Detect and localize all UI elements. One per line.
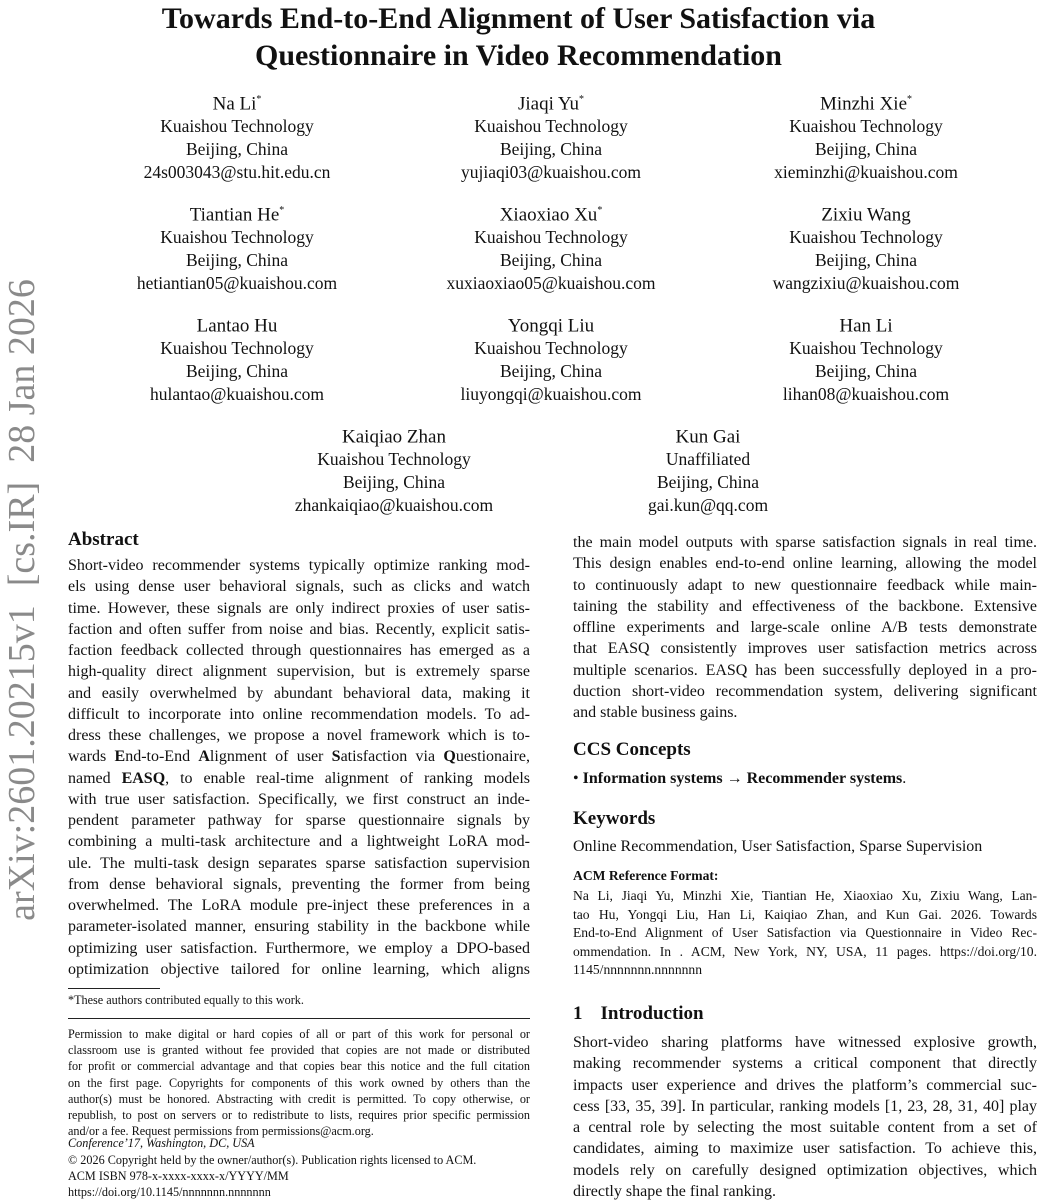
abstract-text-right bbox=[573, 532, 1037, 723]
author-affiliation: Kuaishou Technology bbox=[474, 227, 628, 248]
text-line: tao Hu, Yongqi Liu, Han Li, Kaiqiao Zhan, and Kun Gai. 2026. Towards bbox=[573, 906, 1037, 922]
author-name-text: Minzhi Xie bbox=[819, 93, 908, 115]
text-line: els using dense user behavioral signals, such as clicks and watch bbox=[68, 578, 530, 596]
text-line: and stable business gains. bbox=[573, 704, 738, 721]
text-line bbox=[68, 746, 530, 767]
author-name bbox=[716, 199, 1016, 226]
author-name-text: Xiaoxiao Xu bbox=[499, 204, 598, 226]
text-line: that EASQ consistently improves user satisfaction metrics across bbox=[573, 640, 1037, 658]
text-line: models rely on carefully designed optimization objectives, which bbox=[573, 1161, 1037, 1179]
author-name bbox=[87, 199, 387, 226]
author-affiliation: Kuaishou Technology bbox=[317, 449, 471, 470]
author-location: Beijing, China bbox=[342, 472, 446, 493]
author-block bbox=[87, 88, 387, 184]
text-line: candidates, aiming to maximize user satisfaction. To achieve this, bbox=[573, 1140, 1037, 1158]
text-line: 1145/nnnnnnn.nnnnnnn bbox=[573, 962, 703, 978]
author-name-text: Zixiu Wang bbox=[821, 204, 911, 226]
author-name-text: Tiantian He bbox=[189, 204, 280, 226]
paper-title bbox=[0, 0, 1037, 74]
text-line: offline experiments and large-scale online A/B tests demonstrate bbox=[573, 619, 1037, 636]
bold-text: Recommender systems bbox=[746, 770, 903, 787]
text-line: Online Recommendation, User Satisfaction, Sparse Supervision bbox=[573, 838, 983, 855]
author-location: Beijing, China bbox=[499, 361, 603, 382]
author-affiliation: Kuaishou Technology bbox=[474, 116, 628, 137]
text-line: combining a multi-task architecture and a lightweight LoRA mod- bbox=[68, 833, 530, 851]
permission-rule bbox=[68, 1018, 530, 1019]
bold-text: Information systems bbox=[582, 770, 723, 787]
text-line: and easily overwhelmed by abundant behavioral data, making it bbox=[68, 684, 530, 702]
text-line: a central role by selecting the most suitable content from a set of bbox=[573, 1119, 1037, 1136]
author-block bbox=[401, 310, 701, 406]
title-line: Towards End-to-End Alignment of User Satisfaction via bbox=[161, 2, 876, 35]
text-segment: → bbox=[722, 770, 747, 787]
author-block bbox=[716, 199, 1016, 295]
author-email[interactable]: hetiantian05@kuaishou.com bbox=[136, 273, 338, 294]
footnote-rule bbox=[68, 988, 160, 989]
text-line: faction feedback collected through questionnaires has emerged as a bbox=[68, 642, 530, 659]
text-segment: atisfaction via bbox=[340, 748, 444, 766]
bold-text: A bbox=[198, 748, 210, 766]
author-location: Beijing, China bbox=[814, 139, 918, 160]
author-email[interactable]: wangzixiu@kuaishou.com bbox=[772, 273, 960, 294]
equal-contribution-mark: * bbox=[256, 94, 262, 105]
text-line: ule. The multi-task design separates sparse satisfaction supervision bbox=[68, 854, 530, 872]
author-name-text: Lantao Hu bbox=[196, 315, 278, 337]
text-segment: , to enable real-time alignment of ranking models bbox=[165, 769, 530, 787]
author-name bbox=[87, 310, 387, 337]
text-line: ommendation. In . ACM, New York, NY, USA, 11 pages. https://doi.org/10. bbox=[573, 943, 1037, 959]
author-location: Beijing, China bbox=[499, 250, 603, 271]
bold-text: S bbox=[331, 748, 341, 766]
section-title: Introduction bbox=[600, 1003, 704, 1024]
author-name bbox=[401, 88, 701, 115]
abstract-heading: Abstract bbox=[68, 529, 139, 550]
author-email[interactable]: liuyongqi@kuaishou.com bbox=[460, 384, 642, 405]
author-name-text: Han Li bbox=[839, 315, 893, 337]
text-line: classroom use is granted without fee provided that copies are not made or distributed bbox=[68, 1043, 530, 1058]
section-number: 1 bbox=[573, 1003, 583, 1024]
author-name-text: Yongqi Liu bbox=[507, 315, 595, 337]
text-line: difficult to incorporate into online recommendation models. To ad- bbox=[68, 705, 530, 723]
copyright: © 2026 Copyright held by the owner/author(s). Publication rights licensed to ACM. bbox=[68, 1153, 477, 1167]
author-name-text: Kun Gai bbox=[675, 426, 741, 448]
keywords-heading: Keywords bbox=[573, 808, 656, 829]
author-name bbox=[558, 421, 858, 448]
author-affiliation: Kuaishou Technology bbox=[474, 338, 628, 359]
ccs-heading: CCS Concepts bbox=[573, 739, 691, 760]
isbn: ACM ISBN 978-x-xxxx-xxxx-x/YYYY/MM bbox=[68, 1169, 289, 1183]
text-line: parameter-isolated manner, ensuring stability in the backbone while bbox=[68, 918, 530, 936]
author-name bbox=[401, 199, 701, 226]
arxiv-identifier: arXiv:2601.20215v1 [cs.IR] 28 Jan 2026 bbox=[1, 279, 43, 921]
text-line: and/or a fee. Request permissions from permissions@acm.org. bbox=[68, 1124, 374, 1139]
equal-contribution-mark: * bbox=[579, 94, 585, 105]
author-affiliation: Kuaishou Technology bbox=[160, 116, 314, 137]
text-line: making recommender systems a critical component that directly bbox=[573, 1055, 1037, 1073]
author-affiliation: Kuaishou Technology bbox=[789, 227, 943, 248]
conference: Conference’17, Washington, DC, USA bbox=[68, 1136, 255, 1150]
author-block bbox=[401, 199, 701, 295]
text-segment: uestionaire, bbox=[455, 748, 531, 766]
bold-text: E bbox=[114, 748, 126, 766]
text-line: the main model outputs with sparse satisfaction signals in real time. bbox=[573, 534, 1037, 551]
author-block bbox=[716, 88, 1016, 184]
text-line: from dense behavioral signals, preventing the former from being bbox=[68, 875, 530, 893]
author-location: Beijing, China bbox=[185, 139, 289, 160]
text-segment: . bbox=[902, 770, 907, 787]
bold-text: Q bbox=[443, 748, 456, 766]
text-line: on the first page. Copyrights for components of this work owned by others than the bbox=[68, 1075, 530, 1090]
author-location: Beijing, China bbox=[185, 250, 289, 271]
text-line: taining the stability and effectiveness of the backbone. Extensive bbox=[573, 597, 1037, 615]
author-email[interactable]: zhankaiqiao@kuaishou.com bbox=[294, 495, 494, 516]
author-name-text: Na Li bbox=[212, 93, 257, 115]
text-line: Permission to make digital or hard copies of all or part of this work for personal or bbox=[68, 1027, 530, 1041]
author-email[interactable]: xieminzhi@kuaishou.com bbox=[774, 162, 958, 183]
author-affiliation: Kuaishou Technology bbox=[160, 338, 314, 359]
text-segment: wards bbox=[68, 748, 115, 766]
author-email[interactable]: gai.kun@qq.com bbox=[647, 495, 769, 516]
text-line: duction short-video recommendation system, delivering significant bbox=[573, 682, 1037, 700]
author-email[interactable]: lihan08@kuaishou.com bbox=[782, 384, 950, 405]
author-name bbox=[87, 88, 387, 115]
author-name bbox=[716, 88, 1016, 115]
text-line: multiple scenarios. EASQ has been successfully deployed in a pro- bbox=[573, 661, 1037, 679]
text-line: dress these challenges, we propose a novel framework which is to- bbox=[68, 727, 530, 744]
author-name-text: Kaiqiao Zhan bbox=[342, 426, 446, 448]
equal-contribution-mark: * bbox=[907, 94, 913, 105]
author-block bbox=[716, 310, 1016, 406]
author-location: Beijing, China bbox=[656, 472, 760, 493]
intro-heading bbox=[573, 1003, 704, 1025]
equal-contribution-mark: * bbox=[597, 205, 603, 216]
author-name bbox=[716, 310, 1016, 337]
text-line: faction and often suffer from noise and bias. Recently, explicit satis- bbox=[68, 620, 530, 638]
keywords-text bbox=[573, 836, 1037, 857]
author-block bbox=[87, 199, 387, 295]
author-email[interactable]: xuxiaoxiao05@kuaishou.com bbox=[446, 273, 656, 294]
author-affiliation: Unaffiliated bbox=[665, 449, 751, 470]
text-line: This design enables end-to-end online learning, allowing the model bbox=[573, 555, 1037, 573]
title-line: Questionnaire in Video Recommendation bbox=[255, 39, 782, 72]
author-name-text: Jiaqi Yu bbox=[517, 93, 580, 115]
author-block bbox=[244, 421, 544, 517]
author-affiliation: Kuaishou Technology bbox=[160, 227, 314, 248]
author-name bbox=[401, 310, 701, 337]
author-location: Beijing, China bbox=[185, 361, 289, 382]
author-name bbox=[244, 421, 544, 448]
text-line: republish, to post on servers or to redistribute to lists, requires prior specific permission bbox=[68, 1107, 530, 1122]
text-line: Short-video sharing platforms have witnessed explosive growth, bbox=[573, 1034, 1037, 1051]
text-line bbox=[68, 768, 530, 789]
text-segment: • bbox=[573, 770, 583, 787]
acm-ref-heading: ACM Reference Format: bbox=[573, 868, 719, 883]
text-line: End-to-End Alignment of User Satisfaction via Questionnaire in Video Rec- bbox=[573, 925, 1037, 941]
permission-notice bbox=[68, 1026, 530, 1139]
author-email[interactable]: hulantao@kuaishou.com bbox=[149, 384, 325, 405]
author-block bbox=[87, 310, 387, 406]
text-line: high-quality direct alignment supervision, but is extremely sparse bbox=[68, 663, 530, 681]
ccs-concepts bbox=[573, 768, 1037, 789]
text-line: Na Li, Jiaqi Yu, Minzhi Xie, Tiantian He, Xiaoxiao Xu, Zixiu Wang, Lan- bbox=[573, 888, 1037, 903]
text-line: time. However, these signals are only indirect proxies of user satis- bbox=[68, 599, 530, 617]
author-email[interactable]: yujiaqi03@kuaishou.com bbox=[461, 162, 641, 183]
author-location: Beijing, China bbox=[814, 361, 918, 382]
text-segment: named bbox=[68, 769, 122, 787]
text-line: optimizing user satisfaction. Furthermore, we employ a DPO-based bbox=[68, 939, 530, 957]
text-line: with true user satisfaction. Specifically, we first construct an inde- bbox=[68, 790, 530, 808]
equal-contribution-mark: * bbox=[279, 205, 285, 216]
text-line bbox=[573, 768, 1037, 789]
text-segment: lignment of user bbox=[209, 748, 332, 766]
bold-text: EASQ bbox=[121, 769, 166, 787]
doi-link[interactable]: https://doi.org/10.1145/nnnnnnn.nnnnnnn bbox=[68, 1185, 271, 1199]
text-line: directly shape the final ranking. bbox=[573, 1182, 777, 1200]
text-segment: nd-to-End bbox=[125, 748, 199, 766]
abstract-text-left bbox=[68, 555, 530, 980]
author-affiliation: Kuaishou Technology bbox=[789, 116, 943, 137]
text-line: impacts user experience and drives the platform’s commercial suc- bbox=[573, 1076, 1037, 1094]
author-block bbox=[558, 421, 858, 517]
text-line: for profit or commercial advantage and that copies bear this notice and the full citation bbox=[68, 1059, 530, 1074]
footnote: *These authors contributed equally to this work. bbox=[68, 993, 304, 1007]
intro-text bbox=[573, 1032, 1037, 1202]
text-line: to continuously adapt to new questionnaire feedback while main- bbox=[573, 576, 1037, 594]
author-block bbox=[401, 88, 701, 184]
author-location: Beijing, China bbox=[814, 250, 918, 271]
text-line: Short-video recommender systems typically optimize ranking mod- bbox=[68, 557, 530, 574]
author-location: Beijing, China bbox=[499, 139, 603, 160]
text-line: pendent parameter pathway for sparse questionnaire signals by bbox=[68, 812, 530, 829]
text-line: author(s) must be honored. Abstracting with credit is permitted. To copy otherwise, or bbox=[68, 1091, 530, 1106]
text-line: cess [33, 35, 39]. In particular, ranking models [1, 23, 28, 31, 40] play bbox=[573, 1097, 1037, 1115]
text-line: overwhelmed. The LoRA module pre-inject these preferences in a bbox=[68, 897, 530, 914]
acm-reference bbox=[573, 887, 1037, 980]
author-email[interactable]: 24s003043@stu.hit.edu.cn bbox=[143, 162, 331, 183]
text-line: optimization objective tailored for online learning, which aligns bbox=[68, 960, 530, 978]
author-affiliation: Kuaishou Technology bbox=[789, 338, 943, 359]
